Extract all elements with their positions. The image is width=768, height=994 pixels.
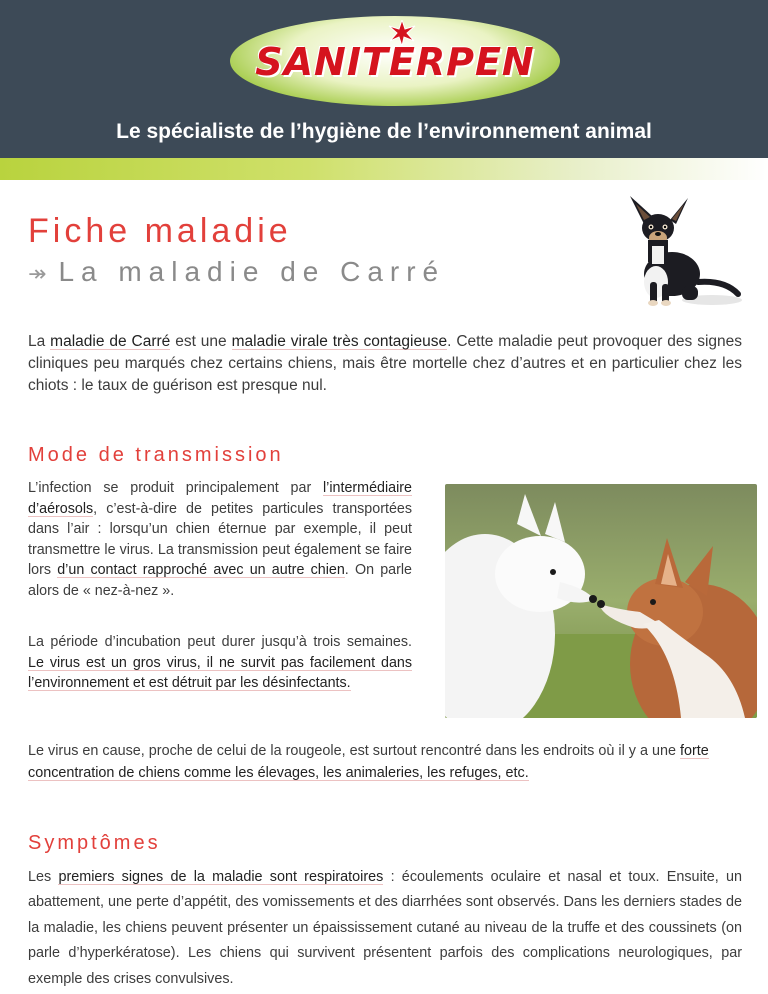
green-strip bbox=[0, 158, 768, 180]
transmission-highlight-2: d’un contact rapproché avec un autre chien bbox=[57, 562, 345, 579]
symptoms-paragraph bbox=[28, 865, 742, 992]
transmission-text-1: L’infection se produit principalement par bbox=[28, 480, 323, 496]
two-dogs-image bbox=[445, 484, 757, 718]
section-title-symptoms: Symptômes bbox=[28, 832, 161, 854]
transmission-paragraph-3 bbox=[28, 740, 742, 784]
symptoms-text-1: Les bbox=[28, 869, 59, 885]
intro-text-1: La bbox=[28, 333, 51, 350]
intro-highlight-2: maladie virale très contagieuse bbox=[231, 333, 448, 350]
intro-paragraph bbox=[28, 331, 742, 397]
tagline: Le spécialiste de l’hygiène de l’environnement animal bbox=[116, 120, 652, 143]
virus-text: Le virus en cause, proche de celui de la rougeole, est surtout rencontré dans les endroits où il y a une bbox=[28, 743, 680, 759]
symptoms-text-2: : écoulements oculaire et nasal et toux. Ensuite, un abattement, une perte d’appétit, des vomissements et des diarrhées sont observés. Dans les derniers stades de la maladie, les chiens peuvent présenter un épaississement cutané au niveau de la truffe et des coussinets (on parle d’hyperkératose). Les chiens qui survivent présentent parfois des complications neurologiques, par exemple des crises convulsives. bbox=[28, 869, 742, 987]
double-arrow-icon: ↠ bbox=[28, 261, 47, 286]
transmission-highlight-1: l’intermédiaire d’aérosols bbox=[28, 480, 412, 517]
intro-highlight-1: maladie de Carré bbox=[50, 333, 171, 350]
transmission-text-2: , c’est-à-dire de petites particules transportées dans l’air : lorsqu’un chien éternue par exemple, il peut transmettre le virus. La transmission peut également se faire lors bbox=[28, 500, 412, 579]
section-title-transmission: Mode de transmission bbox=[28, 444, 284, 466]
intro-text-3: . Cette maladie peut provoquer des signes cliniques peu marqués chez certains chiens, mais être mortelle chez d’autres et en particulier chez les chiots : le taux de guérison est presque nul. bbox=[28, 333, 743, 394]
logo-text: SANITERPEN bbox=[255, 40, 535, 84]
transmission-paragraph-2 bbox=[28, 632, 412, 694]
saniterpen-logo[interactable] bbox=[230, 16, 560, 106]
subtitle-text: La maladie de Carré bbox=[58, 256, 446, 287]
page-subtitle bbox=[28, 256, 445, 288]
header-banner bbox=[0, 0, 768, 158]
transmission-text-3: . On parle alors de « nez-à-nez ». bbox=[28, 562, 413, 599]
transmission-paragraph-1 bbox=[28, 478, 412, 602]
incubation-text: La période d’incubation peut durer jusqu’à trois semaines. bbox=[28, 634, 412, 650]
symptoms-highlight: premiers signes de la maladie sont respiratoires bbox=[58, 869, 384, 885]
page-title: Fiche maladie bbox=[28, 212, 292, 250]
intro-text-2: est une bbox=[170, 333, 232, 350]
chihuahua-image bbox=[600, 190, 750, 308]
virus-highlight: forte concentration de chiens comme les élevages, les animaleries, les refuges, etc. bbox=[28, 743, 709, 781]
incubation-highlight: Le virus est un gros virus, il ne survit pas facilement dans l’environnement et est détruit par les désinfectants. bbox=[28, 654, 412, 692]
